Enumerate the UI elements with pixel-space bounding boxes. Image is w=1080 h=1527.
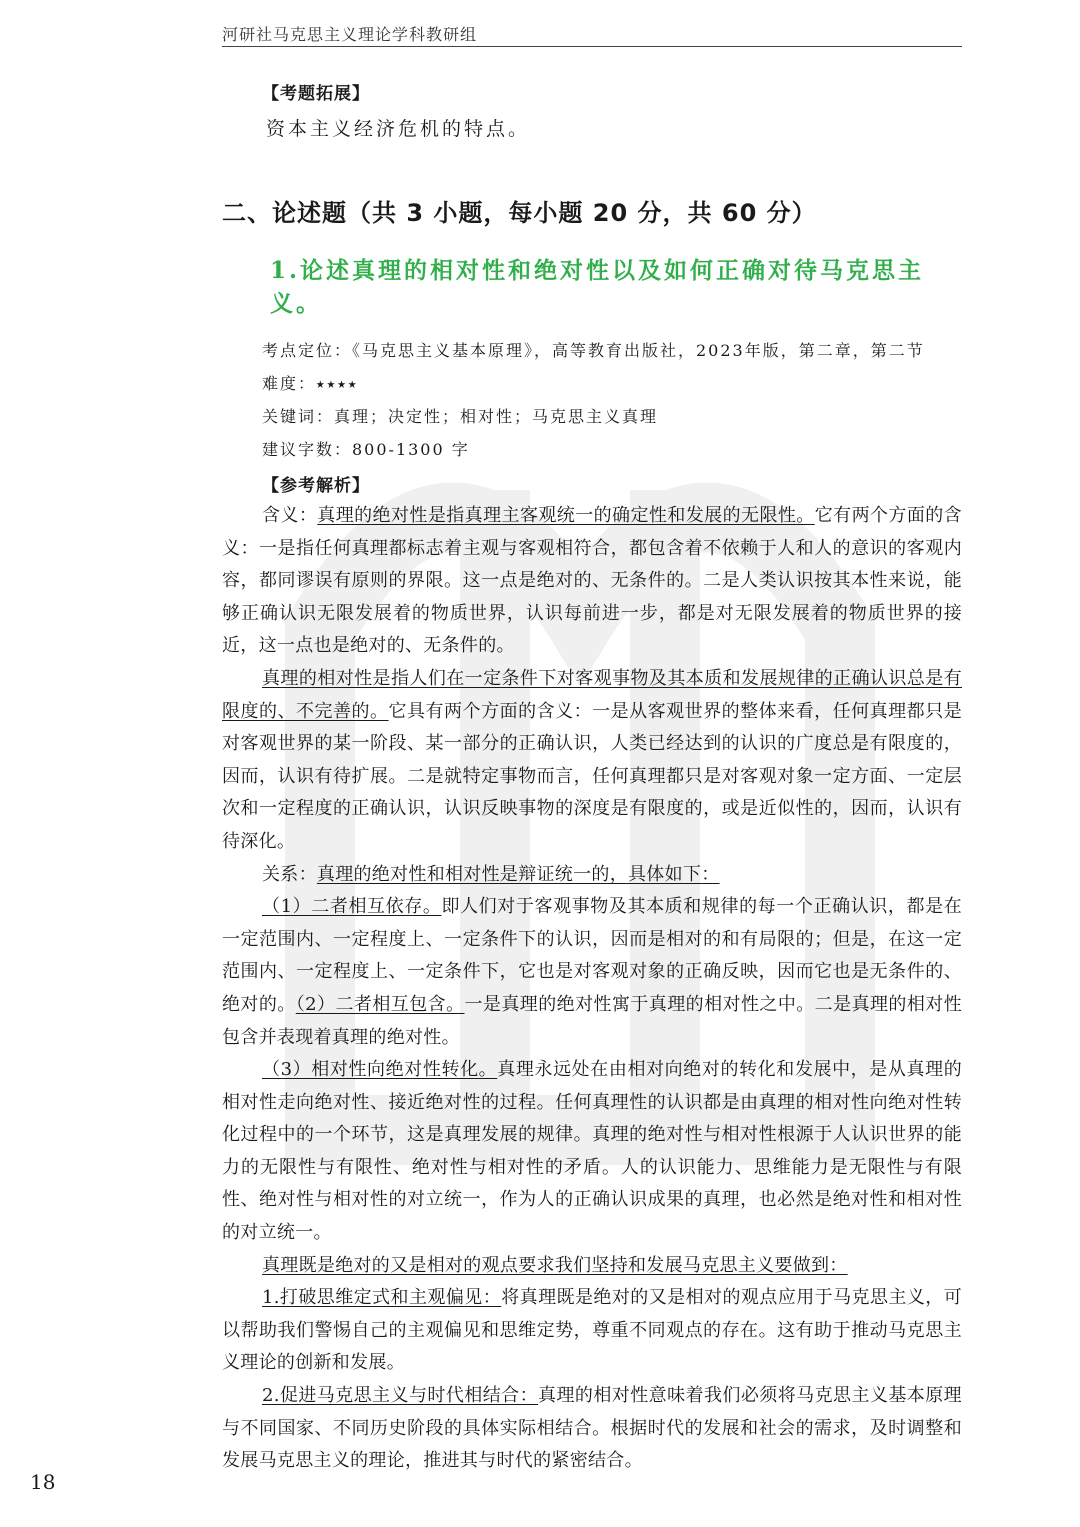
body-paragraph [222, 500, 962, 663]
extension-text: 资本主义经济危机的特点。 [266, 118, 531, 140]
paragraph-text: 将真理既是绝对的又是相对的观点应用于马克思主义，可以帮助我们警惕自己的主观偏见和思维定势，尊重不同观点的存在。这有助于推动马克思主义理论的创新和发展。 [222, 1287, 963, 1374]
reference-heading: 【参考解析】 [262, 476, 370, 496]
paragraph-text: 真理永远处在由相对向绝对的转化和发展中，是从真理的相对性走向绝对性、接近绝对性的过程。任何真理性的认识都是由真理的相对性向绝对性转化过程中的一个环节，这是真理发展的规律。真理的绝对性与相对性根源于人认识世界的能力的无限性与有限性、绝对性与相对性的矛盾。人的认识能力、思维能力是无限性与有限性、绝对性与相对性的对立统一，作为人的正确认识成果的真理，也必然是绝对性和相对性的对立统一。 [222, 1059, 962, 1244]
paragraph-text: 关系： [262, 863, 317, 885]
underlined-text: （3）相对性向绝对性转化。 [262, 1059, 498, 1081]
body-paragraph [222, 1054, 962, 1250]
paragraph-text: 即人们对于客观事物及其本质和规律的每一个正确认识，都是在一定范围内、一定程度上、一定条件下的认识，因而是相对的和有局限的；但是，在这一定范围内、一定程度上、一定条件下，它也是对客观对象的正确反映，因而它也是无条件的、绝对的。 [222, 896, 962, 1015]
paragraph-text: 一是真理的绝对性寓于真理的相对性之中。二是真理的相对性包含并表现着真理的绝对性。 [222, 993, 962, 1048]
underlined-text: 真理既是绝对的又是相对的观点要求我们坚持和发展马克思主义要做到： [262, 1254, 848, 1276]
body-paragraph [222, 663, 962, 859]
header-title: 河研社马克思主义理论学科教研组 [222, 25, 478, 44]
underlined-text: （2）二者相互包含。 [295, 993, 465, 1015]
body-paragraph [222, 1380, 962, 1478]
paragraph-text: 它具有两个方面的含义：一是从客观世界的整体来看，任何真理都只是对客观世界的某一阶段、某一部分的正确认识，人类已经达到的认识的广度总是有限度的，因而，认识有待扩展。二是就特定事物而言，任何真理都只是对客观对象一定方面、一定层次和一定程度的正确认识，认识反映事物的深度是有限度的，或是近似性的，因而，认识有待深化。 [222, 700, 962, 852]
body-paragraph [222, 891, 962, 1054]
underlined-text: 1.打破思维定式和主观偏见： [262, 1287, 502, 1309]
keywords: 关键词：真理；决定性；相对性；马克思主义真理 [262, 407, 659, 426]
paragraph-text: 它有两个方面的含义：一是指任何真理都标志着主观与客观相符合，都包含着不依赖于人和人的意识的客观内容，都同谬误有原则的界限。这一点是绝对的、无条件的。二是人类认识按其本性来说，能够正确认识无限发展着的物质世界，认识每前进一步，都是对无限发展着的物质世界的接近，这一点也是绝对的、无条件的。 [222, 505, 962, 657]
answer-body [222, 500, 962, 1478]
underlined-text: 真理的绝对性和相对性是辩证统一的，具体如下： [316, 863, 720, 885]
underlined-text: 真理的相对性是指人们在一定条件下对客观事物及其本质和发展规律的正确认识总是有限度的、不完善的。 [222, 667, 962, 722]
paragraph-text: 含义： [262, 505, 318, 526]
question-title: 1.论述真理的相对性和绝对性以及如何正确对待马克思主义。 [270, 257, 925, 317]
body-paragraph [222, 1282, 962, 1380]
page-number: 18 [30, 1470, 56, 1494]
running-header [222, 22, 962, 47]
paragraph-text: 真理的相对性意味着我们必须将马克思主义基本原理与不同国家、不同历史阶段的具体实际相结合。根据时代的发展和社会的需求，及时调整和发展马克思主义的理论，推进其与时代的紧密结合。 [222, 1385, 962, 1472]
body-paragraph [222, 1250, 962, 1283]
exam-point: 考点定位：《马克思主义基本原理》，高等教育出版社，2023年版，第二章，第二节 [262, 341, 925, 360]
section-heading: 二、论述题（共 3 小题，每小题 20 分，共 60 分） [222, 199, 817, 227]
body-paragraph [222, 859, 962, 892]
word-count: 建议字数：800-1300 字 [262, 440, 470, 459]
page-content [222, 76, 962, 1478]
underlined-text: 真理的绝对性是指真理主客观统一的确定性和发展的无限性。 [317, 505, 815, 526]
underlined-text: （1）二者相互依存。 [262, 896, 442, 918]
extension-heading: 【考题拓展】 [262, 84, 370, 104]
underlined-text: 2.促进马克思主义与时代相结合： [262, 1385, 539, 1407]
difficulty: 难度：⭑⭑⭑⭑ [262, 374, 359, 393]
